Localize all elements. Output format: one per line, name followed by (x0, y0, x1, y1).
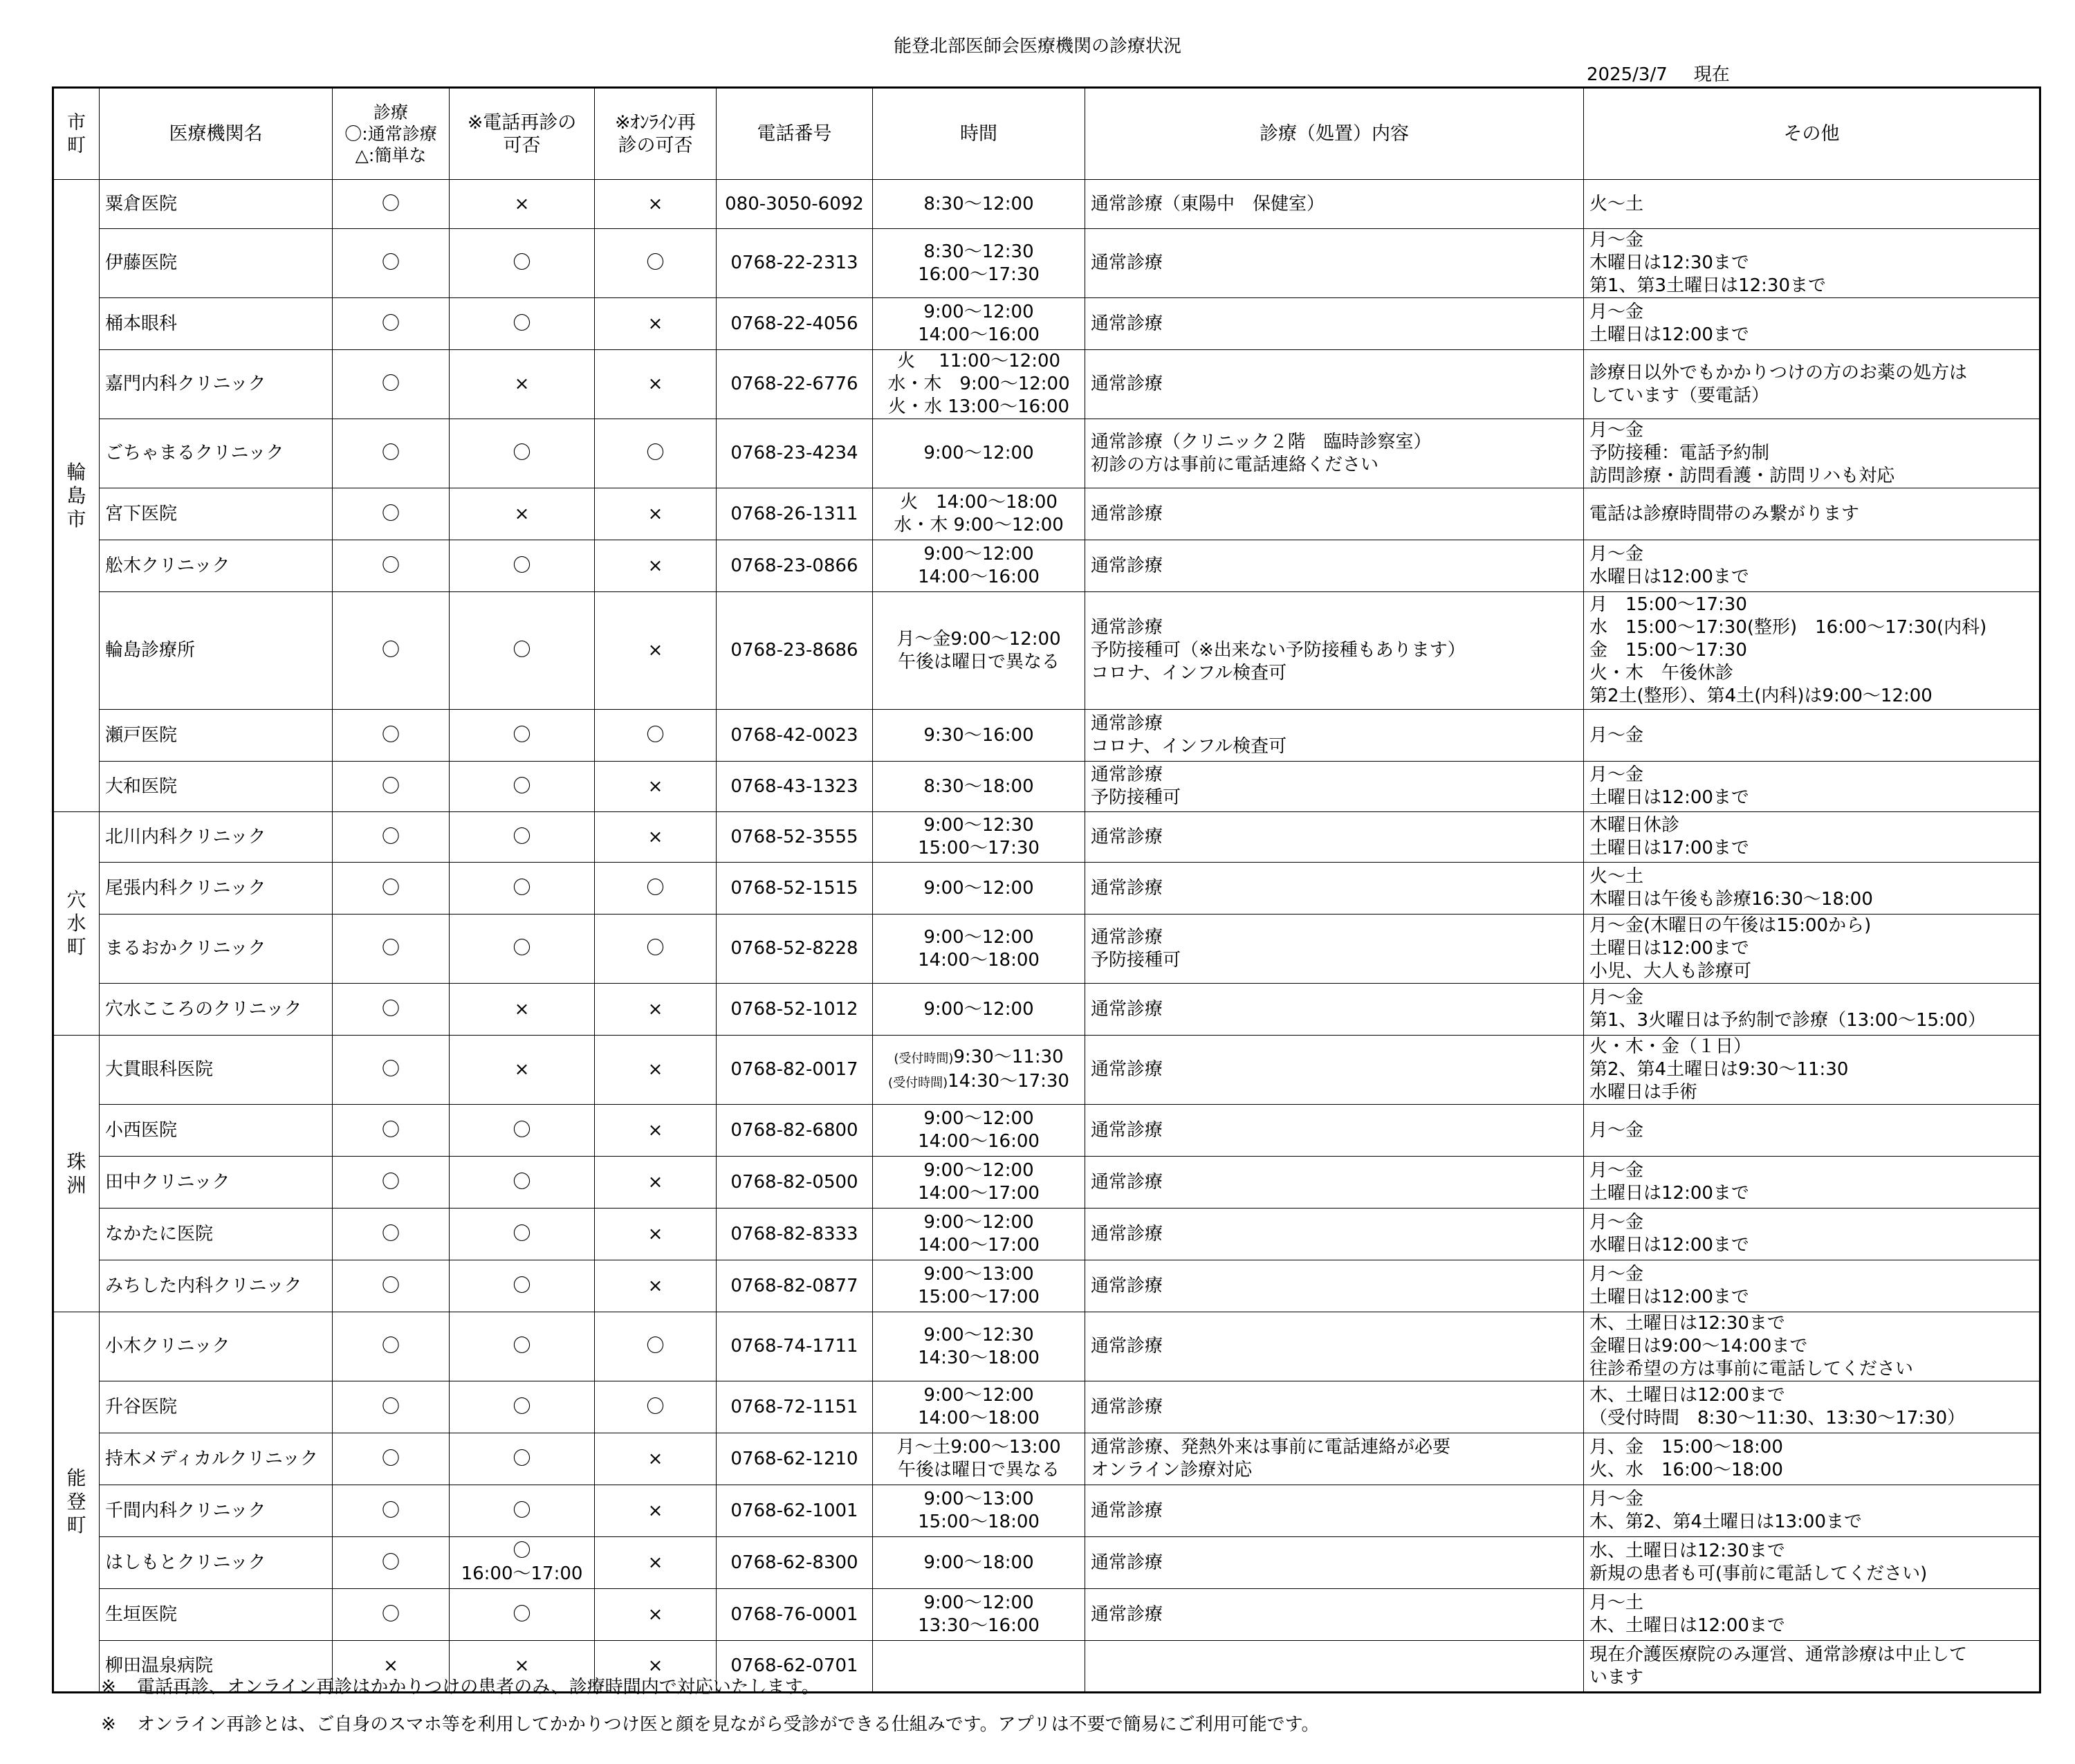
table-row (53, 488, 2040, 540)
other-info: 月 15:00～17:30 水 15:00～17:30(整形) 16:00～17:30(内科) 金 15:00～17:30 火・木 午後休診 第2土(整形）、第4土(内科)は9:00～12:00 (1584, 592, 2040, 710)
table-row (53, 915, 2040, 984)
treatment-status: 〇 (333, 1157, 450, 1209)
phone-revisit-status: × (450, 984, 595, 1036)
phone-number: 0768-52-3555 (717, 812, 873, 863)
municipality-cell (53, 1312, 100, 1693)
facility-name: 生垣医院 (100, 1589, 333, 1641)
hours: 9:00～13:00 15:00～17:00 (873, 1260, 1085, 1312)
phone-number: 0768-72-1151 (717, 1381, 873, 1433)
municipality-char: 登 (66, 1490, 86, 1513)
facility-name: 北川内科クリニック (100, 812, 333, 863)
online-revisit-status: × (595, 592, 717, 710)
facility-name: 柳田温泉病院 (100, 1641, 333, 1693)
hours: 9:00～12:00 14:00～16:00 (873, 298, 1085, 350)
treatment-status: 〇 (333, 1105, 450, 1157)
phone-number: 0768-82-0017 (717, 1036, 873, 1105)
table-row (53, 1312, 2040, 1381)
facility-name: 田中クリニック (100, 1157, 333, 1209)
treatment-status: 〇 (333, 1537, 450, 1589)
footnote-text: 電話再診、オンライン再診はかかりつけの患者のみ、診療時間内で対応いたします。 (137, 1677, 820, 1698)
treatment-content: 通常診療 (1085, 863, 1584, 915)
phone-revisit-status: 〇 (450, 540, 595, 592)
hours: 9:00～12:00 14:00～16:00 (873, 1105, 1085, 1157)
treatment-content (1085, 1641, 1584, 1693)
hours: 8:30～12:30 16:00～17:30 (873, 229, 1085, 298)
hours-line (878, 1070, 1079, 1094)
online-revisit-status: × (595, 1105, 717, 1157)
table-row (53, 1036, 2040, 1105)
phone-number: 0768-62-0701 (717, 1641, 873, 1693)
table-row (53, 710, 2040, 762)
treatment-content: 通常診療（クリニック２階 臨時診察室） 初診の方は事前に電話連絡ください (1085, 419, 1584, 488)
other-info: 月～金 第1、3火曜日は予約制で診療（13:00～15:00） (1584, 984, 2040, 1036)
treatment-status: 〇 (333, 1036, 450, 1105)
treatment-status: 〇 (333, 1209, 450, 1260)
online-revisit-status: × (595, 984, 717, 1036)
facility-name: 小西医院 (100, 1105, 333, 1157)
phone-number: 080-3050-6092 (717, 180, 873, 229)
treatment-content: 通常診療 (1085, 1157, 1584, 1209)
phone-revisit-status: 〇 (450, 762, 595, 812)
other-info: 診療日以外でもかかりつけの方のお薬の処方は しています（要電話） (1584, 350, 2040, 419)
treatment-content: 通常診療（東陽中 保健室） (1085, 180, 1584, 229)
treatment-status: 〇 (333, 1433, 450, 1485)
facility-name: 宮下医院 (100, 488, 333, 540)
phone-number: 0768-23-4234 (717, 419, 873, 488)
online-revisit-status: 〇 (595, 710, 717, 762)
facility-name: みちした内科クリニック (100, 1260, 333, 1312)
treatment-content: 通常診療 (1085, 812, 1584, 863)
phone-number: 0768-74-1711 (717, 1312, 873, 1381)
treatment-content: 通常診療 (1085, 540, 1584, 592)
header-phone: 電話番号 (717, 88, 873, 180)
phone-revisit-status: 〇 (450, 1312, 595, 1381)
phone-revisit-status: 〇 (450, 419, 595, 488)
phone-revisit-status: 〇 (450, 1209, 595, 1260)
online-revisit-status: × (595, 1537, 717, 1589)
online-revisit-status: × (595, 1036, 717, 1105)
hours (873, 1641, 1085, 1693)
phone-revisit-status: 〇 (450, 1589, 595, 1641)
phone-number: 0768-52-1515 (717, 863, 873, 915)
table-row (53, 1589, 2040, 1641)
treatment-status: 〇 (333, 592, 450, 710)
facility-name: まるおかクリニック (100, 915, 333, 984)
municipality-cell (53, 812, 100, 1036)
table-row (53, 419, 2040, 488)
online-revisit-status: 〇 (595, 915, 717, 984)
hours-line (878, 1046, 1079, 1070)
other-info: 月～金 土曜日は12:00まで (1584, 298, 2040, 350)
phone-revisit-status: × (450, 1036, 595, 1105)
treatment-status: 〇 (333, 1485, 450, 1537)
other-info: 木、土曜日は12:00まで （受付時間 8:30～11:30、13:30～17:30） (1584, 1381, 2040, 1433)
treatment-status: 〇 (333, 298, 450, 350)
table-row (53, 180, 2040, 229)
facility-name: 舩木クリニック (100, 540, 333, 592)
phone-number: 0768-23-0866 (717, 540, 873, 592)
date-suffix: 現在 (1693, 64, 1730, 85)
municipality-char: 市 (66, 507, 86, 531)
municipality-char: 島 (66, 484, 86, 507)
treatment-status: 〇 (333, 1381, 450, 1433)
phone-revisit-status: 〇 (450, 863, 595, 915)
hours: 9:00～12:30 14:30～18:00 (873, 1312, 1085, 1381)
footnote-mark: ※ (101, 1677, 116, 1698)
phone-number: 0768-82-6800 (717, 1105, 873, 1157)
footnote-mark: ※ (101, 1714, 116, 1735)
hours: 9:00～12:00 13:30～16:00 (873, 1589, 1085, 1641)
hours: 火 14:00～18:00 水・木 9:00～12:00 (873, 488, 1085, 540)
phone-revisit-status: × (450, 180, 595, 229)
table-row (53, 812, 2040, 863)
table-row (53, 1381, 2040, 1433)
header-phone-revisit: ※電話再診の 可否 (450, 88, 595, 180)
municipality-char: 洲 (66, 1173, 86, 1197)
hours: 9:30～16:00 (873, 710, 1085, 762)
other-info: 電話は診療時間帯のみ繋がります (1584, 488, 2040, 540)
header-municipality: 市町 (53, 88, 100, 180)
online-revisit-status: × (595, 1589, 717, 1641)
other-info: 木曜日休診 土曜日は17:00まで (1584, 812, 2040, 863)
treatment-status: 〇 (333, 229, 450, 298)
hours: 9:00～12:00 14:00～17:00 (873, 1157, 1085, 1209)
other-info: 月～金 (1584, 710, 2040, 762)
treatment-status: 〇 (333, 710, 450, 762)
other-info: 火・木・金（１日） 第2、第4土曜日は9:30～11:30 水曜日は手術 (1584, 1036, 2040, 1105)
phone-revisit-status: 〇 (450, 298, 595, 350)
hours: 9:00～13:00 15:00～18:00 (873, 1485, 1085, 1537)
facility-name: 瀬戸医院 (100, 710, 333, 762)
online-revisit-status: 〇 (595, 229, 717, 298)
header-treatment: 診療 〇:通常診療 △:簡単な (333, 88, 450, 180)
facility-name: 升谷医院 (100, 1381, 333, 1433)
treatment-content: 通常診療 (1085, 488, 1584, 540)
hours: 9:00～12:00 14:00～17:00 (873, 1209, 1085, 1260)
municipality-char: 能 (66, 1467, 86, 1489)
treatment-status: 〇 (333, 1260, 450, 1312)
treatment-content: 通常診療 (1085, 1260, 1584, 1312)
treatment-status: 〇 (333, 1589, 450, 1641)
table-body (53, 180, 2040, 1693)
hours: 9:00～12:30 15:00～17:30 (873, 812, 1085, 863)
treatment-content: 通常診療、発熱外来は事前に電話連絡が必要 オンライン診療対応 (1085, 1433, 1584, 1485)
phone-revisit-status: 〇 (450, 915, 595, 984)
hours: 月～土9:00～13:00 午後は曜日で異なる (873, 1433, 1085, 1485)
table-row (53, 592, 2040, 710)
table-row (53, 863, 2040, 915)
online-revisit-status: × (595, 1157, 717, 1209)
phone-revisit-status: 〇 (450, 229, 595, 298)
online-revisit-status: × (595, 298, 717, 350)
municipality-char: 町 (66, 935, 86, 958)
treatment-status: 〇 (333, 180, 450, 229)
municipality-char: 珠 (66, 1150, 86, 1173)
online-revisit-status: × (595, 350, 717, 419)
municipality-cell (53, 180, 100, 812)
treatment-content: 通常診療 (1085, 1105, 1584, 1157)
phone-number: 0768-76-0001 (717, 1589, 873, 1641)
online-revisit-status: × (595, 762, 717, 812)
date-value: 2025/3/7 (1587, 64, 1668, 85)
phone-number: 0768-52-1012 (717, 984, 873, 1036)
header-other: その他 (1584, 88, 2040, 180)
online-revisit-status: 〇 (595, 863, 717, 915)
phone-revisit-status: 〇 (450, 592, 595, 710)
phone-revisit-status: × (450, 1641, 595, 1693)
municipality-char: 穴 (66, 888, 86, 911)
hours: 9:00～12:00 14:00～18:00 (873, 1381, 1085, 1433)
treatment-status: 〇 (333, 762, 450, 812)
municipality-cell (53, 1036, 100, 1312)
phone-number: 0768-62-1001 (717, 1485, 873, 1537)
other-info: 月、金 15:00～18:00 火、水 16:00～18:00 (1584, 1433, 2040, 1485)
clinic-status-table (52, 86, 2041, 1693)
phone-number: 0768-22-4056 (717, 298, 873, 350)
phone-revisit-status: 〇 (450, 812, 595, 863)
header-content: 診療（処置）内容 (1085, 88, 1584, 180)
online-revisit-status: 〇 (595, 1381, 717, 1433)
table-row (53, 540, 2040, 592)
facility-name: 大貫眼科医院 (100, 1036, 333, 1105)
treatment-content: 通常診療 (1085, 1485, 1584, 1537)
online-revisit-status: × (595, 1641, 717, 1693)
other-info: 月～金 水曜日は12:00まで (1584, 540, 2040, 592)
facility-name: ごちゃまるクリニック (100, 419, 333, 488)
facility-name: 嘉門内科クリニック (100, 350, 333, 419)
municipality-char: 輪 (66, 460, 86, 484)
treatment-content: 通常診療 コロナ、インフル検査可 (1085, 710, 1584, 762)
other-info: 現在介護医療院のみ運営、通常診療は中止して います (1584, 1641, 2040, 1693)
phone-number: 0768-43-1323 (717, 762, 873, 812)
treatment-status: 〇 (333, 350, 450, 419)
phone-number: 0768-82-8333 (717, 1209, 873, 1260)
municipality-char: 町 (66, 1514, 86, 1536)
report-date (1587, 64, 1730, 86)
treatment-content: 通常診療 (1085, 229, 1584, 298)
facility-name: はしもとクリニック (100, 1537, 333, 1589)
hours-value: 9:30～11:30 (953, 1046, 1064, 1067)
treatment-status: 〇 (333, 540, 450, 592)
other-info: 木、土曜日は12:30まで 金曜日は9:00～14:00まで 往診希望の方は事前に電話してください (1584, 1312, 2040, 1381)
online-revisit-status: × (595, 540, 717, 592)
treatment-status: 〇 (333, 984, 450, 1036)
header-online-revisit: ※ｵﾝﾗｲﾝ再 診の可否 (595, 88, 717, 180)
table-header-row (53, 88, 2040, 180)
facility-name: 持木メディカルクリニック (100, 1433, 333, 1485)
treatment-status: 〇 (333, 915, 450, 984)
hours: 9:00～12:00 (873, 419, 1085, 488)
phone-revisit-status: × (450, 488, 595, 540)
treatment-status: × (333, 1641, 450, 1693)
other-info: 火～土 木曜日は午後も診療16:30～18:00 (1584, 863, 2040, 915)
phone-revisit-status: 〇 16:00～17:00 (450, 1537, 595, 1589)
phone-number: 0768-62-8300 (717, 1537, 873, 1589)
online-revisit-status: × (595, 1433, 717, 1485)
facility-name: 小木クリニック (100, 1312, 333, 1381)
header-facility: 医療機関名 (100, 88, 333, 180)
treatment-status: 〇 (333, 863, 450, 915)
phone-revisit-status: 〇 (450, 1381, 595, 1433)
phone-revisit-status: 〇 (450, 1157, 595, 1209)
facility-name: 輪島診療所 (100, 592, 333, 710)
online-revisit-status: × (595, 180, 717, 229)
treatment-content: 通常診療 (1085, 1537, 1584, 1589)
municipality-char: 水 (66, 912, 86, 935)
online-revisit-status: × (595, 1260, 717, 1312)
phone-number: 0768-82-0500 (717, 1157, 873, 1209)
phone-revisit-status: 〇 (450, 1260, 595, 1312)
online-revisit-status: × (595, 488, 717, 540)
other-info: 月～金(木曜日の午後は15:00から) 土曜日は12:00まで 小児、大人も診療可 (1584, 915, 2040, 984)
footnote-2 (101, 1714, 1320, 1736)
facility-name: 桶本眼科 (100, 298, 333, 350)
phone-revisit-status: 〇 (450, 1485, 595, 1537)
reception-time-label: (受付時間) (894, 1051, 954, 1066)
treatment-content: 通常診療 予防接種可 (1085, 762, 1584, 812)
other-info: 月～金 (1584, 1105, 2040, 1157)
phone-number: 0768-62-1210 (717, 1433, 873, 1485)
phone-number: 0768-82-0877 (717, 1260, 873, 1312)
table-row (53, 1157, 2040, 1209)
phone-number: 0768-22-2313 (717, 229, 873, 298)
table-row (53, 984, 2040, 1036)
phone-revisit-status: 〇 (450, 710, 595, 762)
hours-cell (873, 1036, 1085, 1105)
treatment-content: 通常診療 (1085, 1589, 1584, 1641)
hours: 9:00～12:00 14:00～16:00 (873, 540, 1085, 592)
footnote-text: オンライン再診とは、ご自身のスマホ等を利用してかかりつけ医と顔を見ながら受診ができる仕組みです。アプリは不要で簡易にご利用可能です。 (137, 1714, 1320, 1735)
table-row (53, 762, 2040, 812)
treatment-content: 通常診療 (1085, 298, 1584, 350)
phone-number: 0768-42-0023 (717, 710, 873, 762)
table-row (53, 350, 2040, 419)
online-revisit-status: 〇 (595, 1312, 717, 1381)
treatment-content: 通常診療 予防接種可 (1085, 915, 1584, 984)
hours: 9:00～18:00 (873, 1537, 1085, 1589)
other-info: 月～土 木、土曜日は12:00まで (1584, 1589, 2040, 1641)
table-row (53, 1209, 2040, 1260)
treatment-status: 〇 (333, 488, 450, 540)
hours: 9:00～12:00 (873, 863, 1085, 915)
facility-name: 尾張内科クリニック (100, 863, 333, 915)
footnote-1 (101, 1676, 820, 1698)
phone-revisit-status: 〇 (450, 1105, 595, 1157)
hours: 8:30～12:00 (873, 180, 1085, 229)
hours: 火 11:00～12:00 水・木 9:00～12:00 火・水 13:00～16:00 (873, 350, 1085, 419)
table-row (53, 1260, 2040, 1312)
reception-time-label: (受付時間) (888, 1075, 948, 1090)
facility-name: 穴水こころのクリニック (100, 984, 333, 1036)
table-row (53, 1105, 2040, 1157)
phone-number: 0768-26-1311 (717, 488, 873, 540)
table-row (53, 1537, 2040, 1589)
phone-revisit-status: 〇 (450, 1433, 595, 1485)
facility-name: 伊藤医院 (100, 229, 333, 298)
treatment-content: 通常診療 (1085, 1036, 1584, 1105)
facility-name: 大和医院 (100, 762, 333, 812)
treatment-content: 通常診療 (1085, 1209, 1584, 1260)
other-info: 月～金 木、第2、第4土曜日は13:00まで (1584, 1485, 2040, 1537)
treatment-content: 通常診療 (1085, 984, 1584, 1036)
treatment-status: 〇 (333, 1312, 450, 1381)
hours-value: 14:30～17:30 (948, 1070, 1069, 1092)
treatment-content: 通常診療 (1085, 1312, 1584, 1381)
treatment-content: 通常診療 予防接種可（※出来ない予防接種もあります） コロナ、インフル検査可 (1085, 592, 1584, 710)
other-info: 火～土 (1584, 180, 2040, 229)
other-info: 月～金 土曜日は12:00まで (1584, 1260, 2040, 1312)
phone-number: 0768-52-8228 (717, 915, 873, 984)
treatment-content: 通常診療 (1085, 350, 1584, 419)
treatment-content: 通常診療 (1085, 1381, 1584, 1433)
online-revisit-status: 〇 (595, 419, 717, 488)
other-info: 月～金 土曜日は12:00まで (1584, 1157, 2040, 1209)
phone-number: 0768-22-6776 (717, 350, 873, 419)
other-info: 水、土曜日は12:30まで 新規の患者も可(事前に電話してください) (1584, 1537, 2040, 1589)
phone-number: 0768-23-8686 (717, 592, 873, 710)
hours: 9:00～12:00 (873, 984, 1085, 1036)
table-row (53, 229, 2040, 298)
hours: 8:30～18:00 (873, 762, 1085, 812)
table-row (53, 298, 2040, 350)
other-info: 月～金 土曜日は12:00まで (1584, 762, 2040, 812)
facility-name: 粟倉医院 (100, 180, 333, 229)
table-row (53, 1433, 2040, 1485)
facility-name: なかたに医院 (100, 1209, 333, 1260)
header-hours: 時間 (873, 88, 1085, 180)
page-title: 能登北部医師会医療機関の診療状況 (893, 36, 1181, 57)
treatment-status: 〇 (333, 419, 450, 488)
other-info: 月～金 木曜日は12:30まで 第1、第3土曜日は12:30まで (1584, 229, 2040, 298)
treatment-status: 〇 (333, 812, 450, 863)
online-revisit-status: × (595, 1485, 717, 1537)
other-info: 月～金 予防接種：電話予約制 訪問診療・訪問看護・訪問リハも対応 (1584, 419, 2040, 488)
facility-name: 千間内科クリニック (100, 1485, 333, 1537)
phone-revisit-status: × (450, 350, 595, 419)
table-row (53, 1485, 2040, 1537)
hours: 月～金9:00～12:00 午後は曜日で異なる (873, 592, 1085, 710)
online-revisit-status: × (595, 1209, 717, 1260)
other-info: 月～金 水曜日は12:00まで (1584, 1209, 2040, 1260)
hours: 9:00～12:00 14:00～18:00 (873, 915, 1085, 984)
online-revisit-status: × (595, 812, 717, 863)
